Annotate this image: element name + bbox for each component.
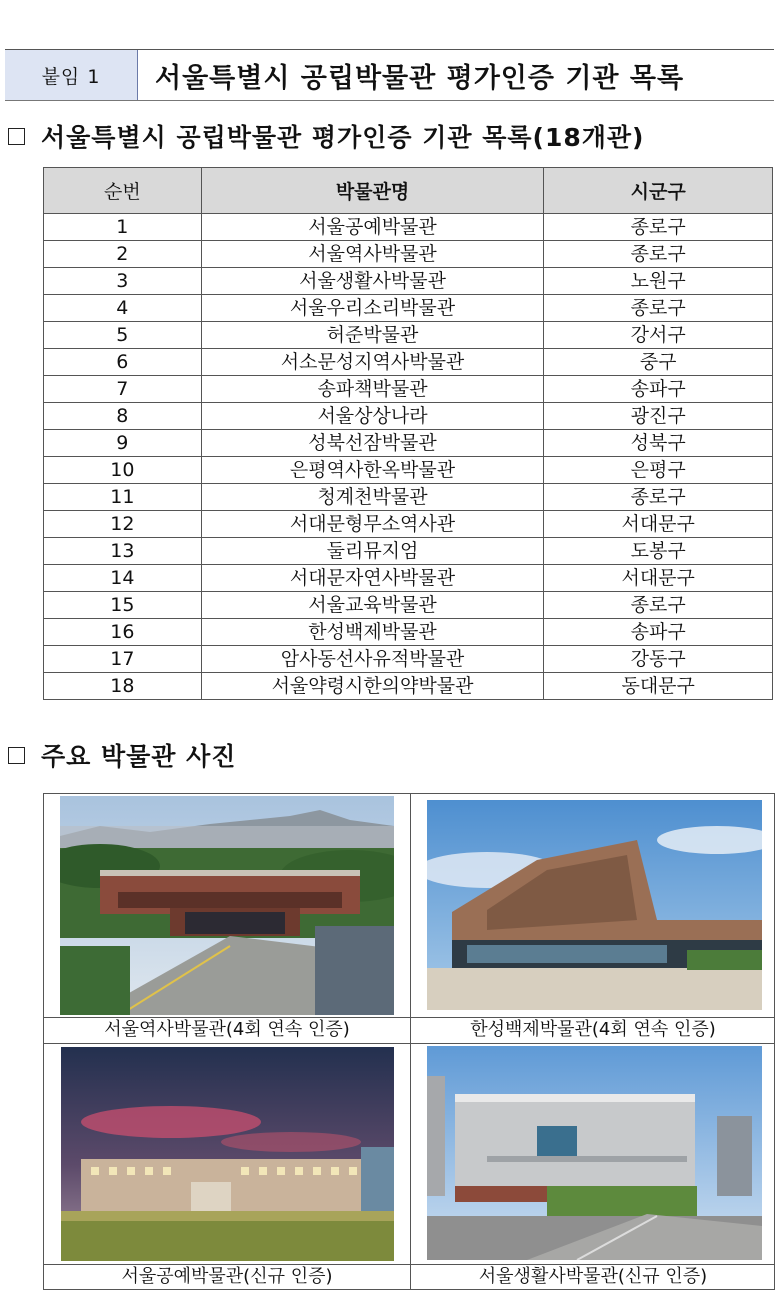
row-number: 5 — [44, 322, 202, 349]
table-row — [44, 214, 773, 241]
district: 성북구 — [544, 430, 773, 457]
row-number: 14 — [44, 565, 202, 592]
museum-name: 한성백제박물관 — [201, 619, 544, 646]
district: 서대문구 — [544, 511, 773, 538]
row-number: 4 — [44, 295, 202, 322]
table-row — [44, 538, 773, 565]
row-number: 12 — [44, 511, 202, 538]
row-number: 8 — [44, 403, 202, 430]
district: 중구 — [544, 349, 773, 376]
column-header-museum: 박물관명 — [201, 168, 544, 214]
museum-name: 서소문성지역사박물관 — [201, 349, 544, 376]
museum-name: 허준박물관 — [201, 322, 544, 349]
section-heading-list — [8, 118, 644, 154]
row-number: 2 — [44, 241, 202, 268]
table-row — [44, 268, 773, 295]
table-row — [44, 295, 773, 322]
column-header-district: 시군구 — [544, 168, 773, 214]
table-row — [44, 592, 773, 619]
district: 종로구 — [544, 592, 773, 619]
section-heading-list-text: 서울특별시 공립박물관 평가인증 기관 목록(18개관) — [41, 123, 645, 152]
row-number: 18 — [44, 673, 202, 700]
museum-name: 서울상상나라 — [201, 403, 544, 430]
row-number: 6 — [44, 349, 202, 376]
museum-photo-icon — [427, 1046, 762, 1260]
museum-name: 서대문자연사박물관 — [201, 565, 544, 592]
grid-divider — [44, 1043, 774, 1044]
row-number: 17 — [44, 646, 202, 673]
museum-photo-icon — [61, 1047, 394, 1261]
museum-name: 둘리뮤지엄 — [201, 538, 544, 565]
page-title: 서울특별시 공립박물관 평가인증 기관 목록 — [155, 62, 685, 94]
column-header-number: 순번 — [44, 168, 202, 214]
museum-table — [43, 167, 773, 700]
museum-name: 서울약령시한의약박물관 — [201, 673, 544, 700]
museum-name: 청계천박물관 — [201, 484, 544, 511]
row-number: 15 — [44, 592, 202, 619]
photo-caption: 서울생활사박물관(신규 인증) — [478, 1266, 708, 1287]
row-number: 11 — [44, 484, 202, 511]
district: 동대문구 — [544, 673, 773, 700]
table-row — [44, 430, 773, 457]
district: 송파구 — [544, 619, 773, 646]
row-number: 1 — [44, 214, 202, 241]
table-row — [44, 241, 773, 268]
table-row — [44, 484, 773, 511]
table-header-row — [44, 168, 773, 214]
museum-photo-icon — [60, 796, 394, 1015]
museum-name: 서울우리소리박물관 — [201, 295, 544, 322]
district: 서대문구 — [544, 565, 773, 592]
row-number: 10 — [44, 457, 202, 484]
district: 강서구 — [544, 322, 773, 349]
photo-caption: 서울역사박물관(4회 연속 인증) — [104, 1019, 350, 1040]
table-row — [44, 619, 773, 646]
district: 은평구 — [544, 457, 773, 484]
district: 종로구 — [544, 241, 773, 268]
attachment-header — [5, 50, 774, 101]
attachment-tag: 붙임 1 — [5, 50, 138, 100]
table-row — [44, 673, 773, 700]
museum-name: 서울역사박물관 — [201, 241, 544, 268]
checkbox-square-icon — [8, 128, 25, 145]
row-number: 16 — [44, 619, 202, 646]
row-number: 9 — [44, 430, 202, 457]
museum-name: 은평역사한옥박물관 — [201, 457, 544, 484]
row-number: 7 — [44, 376, 202, 403]
museum-name: 서대문형무소역사관 — [201, 511, 544, 538]
table-row — [44, 457, 773, 484]
district: 종로구 — [544, 484, 773, 511]
table-row — [44, 403, 773, 430]
photo-caption: 서울공예박물관(신규 인증) — [121, 1266, 333, 1287]
district: 강동구 — [544, 646, 773, 673]
table-row — [44, 376, 773, 403]
table-row — [44, 349, 773, 376]
district: 송파구 — [544, 376, 773, 403]
row-number: 3 — [44, 268, 202, 295]
section-heading-photos — [8, 737, 236, 773]
district: 광진구 — [544, 403, 773, 430]
section-heading-photos-text: 주요 박물관 사진 — [41, 742, 237, 771]
district: 노원구 — [544, 268, 773, 295]
museum-name: 송파책박물관 — [201, 376, 544, 403]
museum-photo-icon — [427, 800, 762, 1010]
museum-name: 서울공예박물관 — [201, 214, 544, 241]
photo-grid — [43, 793, 775, 1290]
district: 종로구 — [544, 214, 773, 241]
table-row — [44, 646, 773, 673]
checkbox-square-icon — [8, 747, 25, 764]
table-row — [44, 322, 773, 349]
table-row — [44, 565, 773, 592]
museum-name: 서울생활사박물관 — [201, 268, 544, 295]
museum-name: 성북선잠박물관 — [201, 430, 544, 457]
row-number: 13 — [44, 538, 202, 565]
table-row — [44, 511, 773, 538]
museum-name: 서울교육박물관 — [201, 592, 544, 619]
district: 도봉구 — [544, 538, 773, 565]
district: 종로구 — [544, 295, 773, 322]
museum-name: 암사동선사유적박물관 — [201, 646, 544, 673]
photo-caption: 한성백제박물관(4회 연속 인증) — [470, 1019, 716, 1040]
